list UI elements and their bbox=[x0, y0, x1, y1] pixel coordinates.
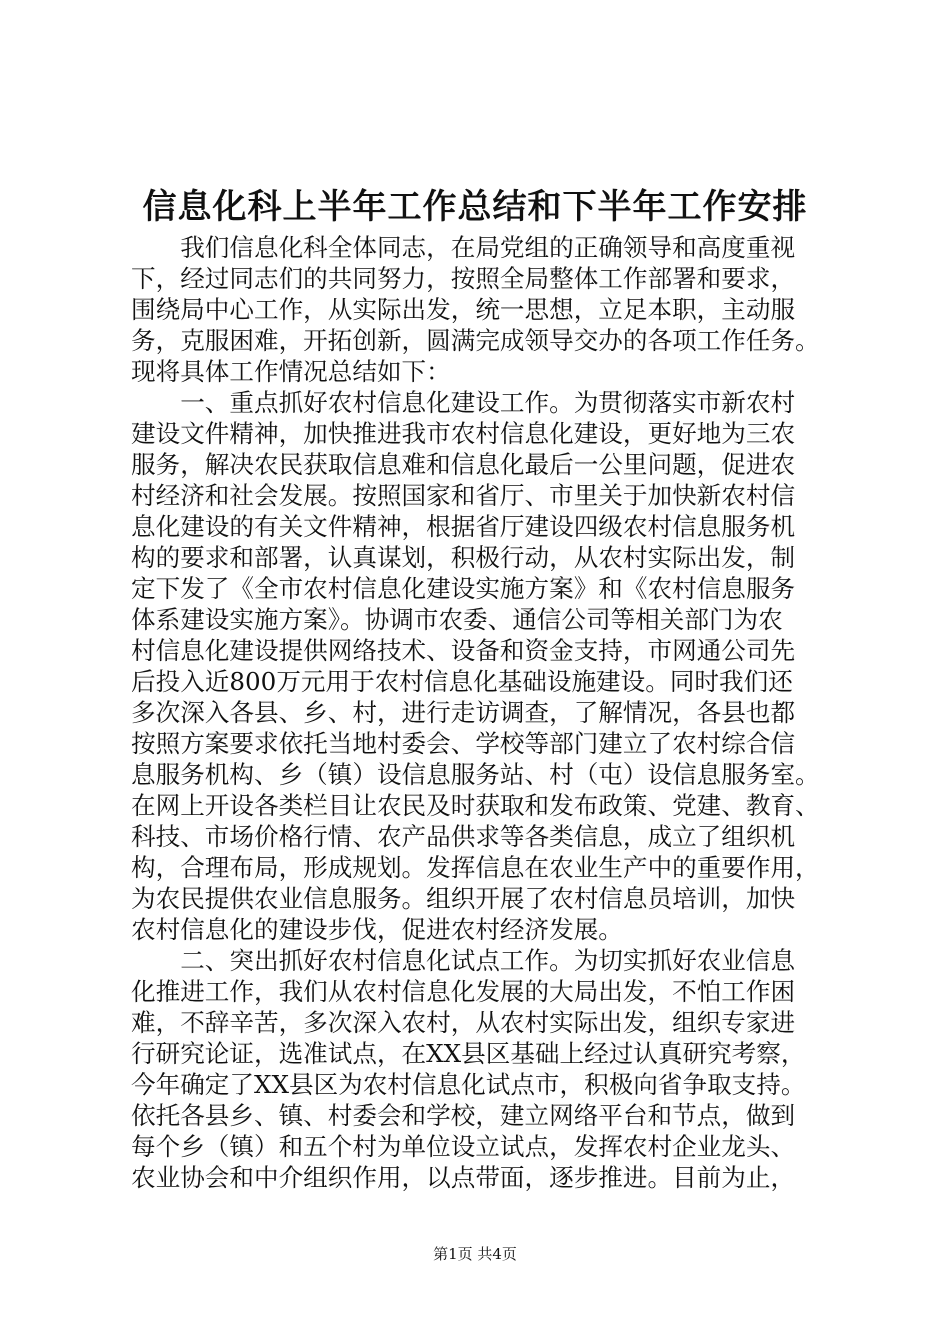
document-title: 信息化科上半年工作总结和下半年工作安排 bbox=[142, 187, 808, 227]
document-body bbox=[131, 232, 831, 1193]
paragraph-intro: 我们信息化科全体同志，在局党组的正确领导和高度重视 下，经过同志们的共同努力，按照全局整体工作部署和要求， 围绕局中心工作，从实际出发，统一思想，立足本职，主动服 务，克服困难，开拓创新，圆满完成领导交办的各项工作任务。 现将具体工作情况总结如下： bbox=[131, 233, 820, 386]
paragraph-section-2: 二、突出抓好农村信息化试点工作。为切实抓好农业信息 化推进工作，我们从农村信息化发展的大局出发，不怕工作困 难，不辞辛苦，多次深入农村，从农村实际出发，组织专家进 行研究论证，选准试点，在XX县区基础上经过认真研究考察， 今年确定了XX县区为农村信息化试点市，积极向省争取支持。 依托各县乡、镇、村委会和学校，建立网络平台和节点，做到 每个乡（镇）和五个村为单位设立试点，发挥农村企业龙头、 农业协会和中介组织作用，以点带面，逐步推进。目前为止， bbox=[131, 946, 806, 1192]
page-footer: 第1页 共4页 bbox=[433, 1245, 517, 1263]
paragraph-section-1: 一、重点抓好农村信息化建设工作。为贯彻落实市新农村 建设文件精神，加快推进我市农村信息化建设，更好地为三农 服务，解决农民获取信息难和信息化最后一公里问题，促进农 村经济和社会发展。按照国家和省厅、市里关于加快新农村信 息化建设的有关文件精神，根据省厅建设四级农村信息服务机 构的要求和部署，认真谋划，积极行动，从农村实际出发，制 定下发了《全市农村信息化建设实施方案》和《农村信息服务 体系建设实施方案》。协调市农委、通信公司等相关部门为农 村信息化建设提供网络技术、设备和资金支持，市网通公司先 后投入近800万元用于农村信息化基础设施建设。同时我们还 多次深入各县、乡、村，进行走访调查，了解情况，各县也都 按照方案要求依托当地村委会、学校等部门建立了农村综合信 息服务机构、乡（镇）设信息服务站、村（屯）设信息服务室。 在网上开设各类栏目让农民及时获取和发布政策、党建、教育、 科技、市场价格行情、农产品供求等各类信息，成立了组织机 构，合理布局，形成规划。发挥信息在农业生产中的重要作用， 为农民提供农业信息服务。组织开展了农村信息员培训，加快 农村信息化的建设步伐，促进农村经济发展。 bbox=[131, 388, 820, 944]
